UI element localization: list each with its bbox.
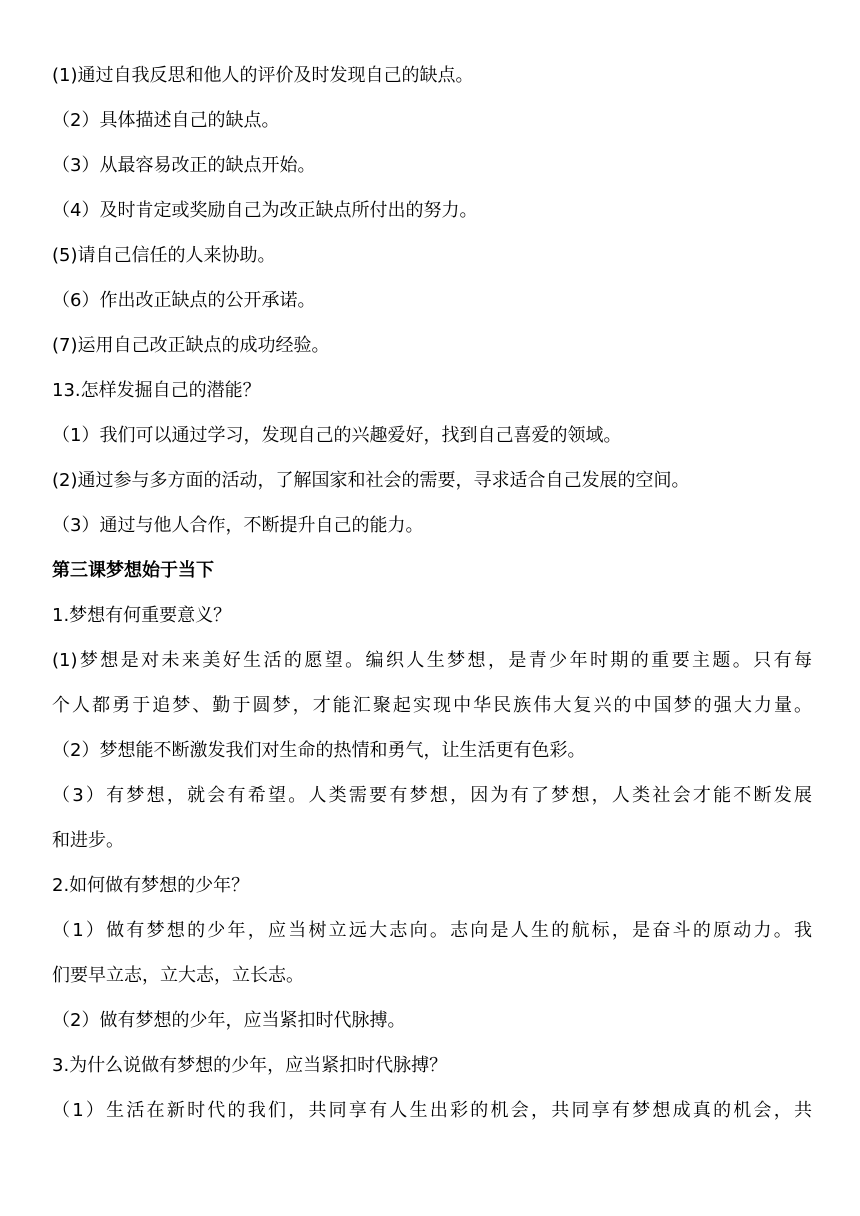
paragraph-line: 们要早立志，立大志，立长志。 <box>52 965 304 986</box>
paragraph-line: （1）生活在新时代的我们，共同享有人生出彩的机会，共同享有梦想成真的机会，共 <box>52 1100 812 1121</box>
paragraph-line: （1）做有梦想的少年，应当树立远大志向。志向是人生的航标，是奋斗的原动力。我 <box>52 920 812 941</box>
list-item: (5)请自己信任的人来协助。 <box>52 245 276 266</box>
list-item: （2）做有梦想的少年，应当紧扣时代脉搏。 <box>52 1010 406 1031</box>
list-item: （2）具体描述自己的缺点。 <box>52 110 280 131</box>
question-heading: 2.如何做有梦想的少年？ <box>52 875 250 896</box>
list-item: (2)通过参与多方面的活动，了解国家和社会的需要，寻求适合自己发展的空间。 <box>52 470 690 491</box>
list-item: （1）我们可以通过学习，发现自己的兴趣爱好，找到自己喜爱的领域。 <box>52 425 622 446</box>
paragraph-line: (1)梦想是对未来美好生活的愿望。编织人生梦想，是青少年时期的重要主题。只有每 <box>52 650 812 671</box>
paragraph-line: （3）有梦想，就会有希望。人类需要有梦想，因为有了梦想，人类社会才能不断发展 <box>52 785 812 806</box>
list-item: （2）梦想能不断激发我们对生命的热情和勇气，让生活更有色彩。 <box>52 740 586 761</box>
paragraph-line: 个人都勇于追梦、勤于圆梦，才能汇聚起实现中华民族伟大复兴的中国梦的强大力量。 <box>52 695 812 716</box>
list-item: （4）及时肯定或奖励自己为改正缺点所付出的努力。 <box>52 200 478 221</box>
list-item: （3）从最容易改正的缺点开始。 <box>52 155 316 176</box>
list-item: (1)通过自我反思和他人的评价及时发现自己的缺点。 <box>52 65 474 86</box>
question-heading: 13.怎样发掘自己的潜能？ <box>52 380 261 401</box>
question-heading: 1.梦想有何重要意义？ <box>52 605 232 626</box>
list-item: （3）通过与他人合作，不断提升自己的能力。 <box>52 515 424 536</box>
list-item: （6）作出改正缺点的公开承诺。 <box>52 290 316 311</box>
paragraph-line: 和进步。 <box>52 830 124 851</box>
lesson-heading: 第三课梦想始于当下 <box>52 560 214 581</box>
question-heading: 3.为什么说做有梦想的少年，应当紧扣时代脉搏？ <box>52 1055 448 1076</box>
list-item: (7)运用自己改正缺点的成功经验。 <box>52 335 330 356</box>
